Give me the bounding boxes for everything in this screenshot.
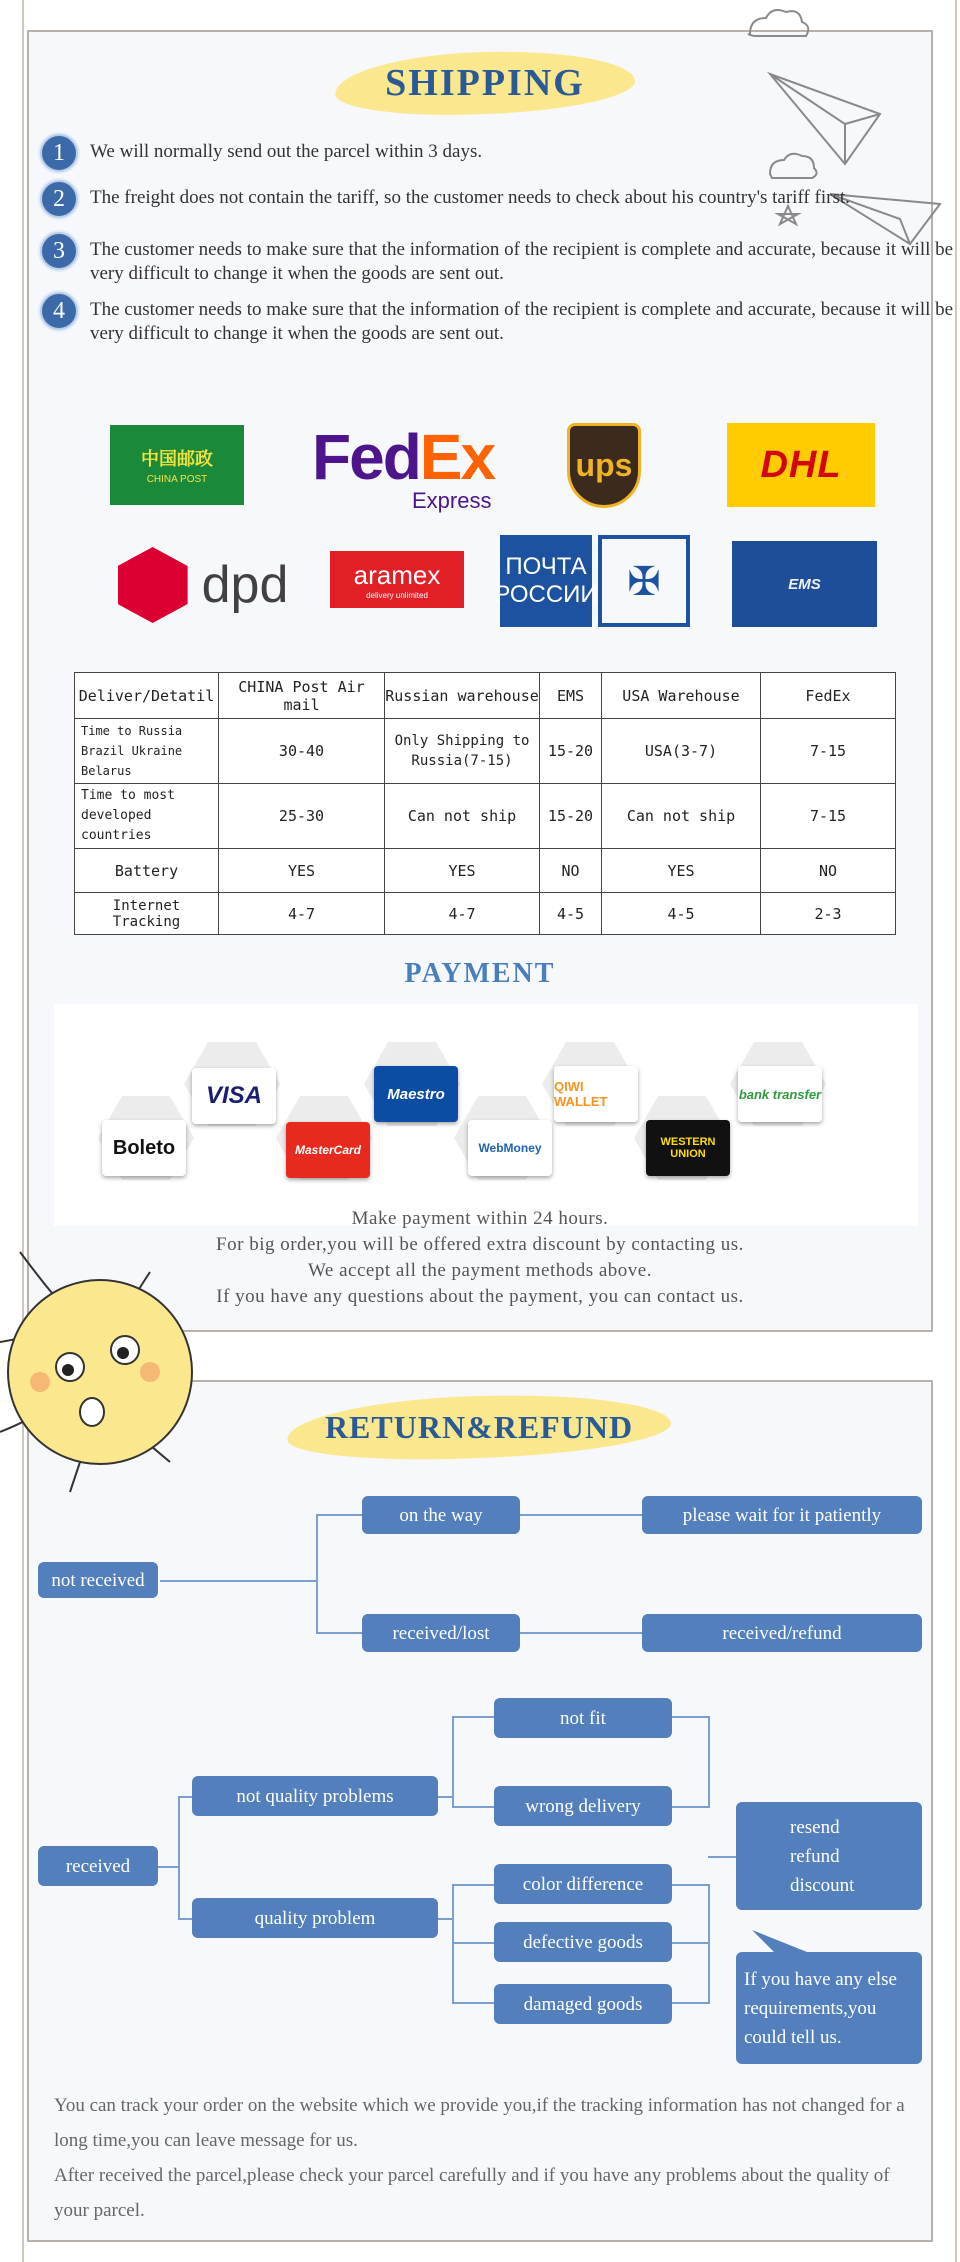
check-parcel-footer-note: After received the parcel,please check your parcel carefully and if you have any problems about the quality of your parcel.	[54, 2165, 890, 2221]
table-cell: 15-20	[540, 784, 602, 849]
table-cell: 25-30	[219, 784, 385, 849]
not-received-node: not received	[38, 1562, 158, 1598]
connector-line	[520, 1514, 642, 1516]
table-header-cell: USA Warehouse	[602, 673, 761, 719]
on-the-way-node: on the way	[362, 1496, 520, 1534]
table-cell: 7-15	[761, 719, 896, 784]
connector-line	[452, 1942, 494, 1944]
table-cell: 30-40	[219, 719, 385, 784]
table-cell: 4-7	[219, 893, 385, 935]
rule-number: 2	[40, 180, 78, 218]
aramex-logo: aramex delivery unlimited	[330, 551, 464, 608]
rule-text: The freight does not contain the tariff, so the customer needs to check about his country's tariff first.	[90, 187, 850, 208]
table-row	[75, 849, 896, 893]
resolution-options-node	[736, 1802, 922, 1910]
not-fit-node: not fit	[494, 1698, 672, 1738]
table-header-cell: Deliver/Detatil	[75, 673, 219, 719]
discount-option: discount	[790, 1874, 855, 1896]
table-cell: 4-7	[385, 893, 540, 935]
damaged-goods-node: damaged goods	[494, 1984, 672, 2024]
table-cell: YES	[219, 849, 385, 893]
fedex-logo: FedEx Express	[312, 421, 495, 513]
connector-line	[452, 2002, 494, 2004]
payment-note-4: If you have any questions about the payment, you can contact us.	[216, 1286, 744, 1307]
table-cell: NO	[761, 849, 896, 893]
ems-logo: EMS	[732, 541, 877, 627]
table-row	[75, 784, 896, 849]
table-cell: Internet Tracking	[75, 893, 219, 935]
visa-card: VISA	[192, 1068, 276, 1124]
table-row	[75, 893, 896, 935]
rule-text: The customer needs to make sure that the information of the recipient is complete and accurate, because it will be very difficult to change it when the goods are sent out.	[90, 299, 954, 344]
connector-line	[452, 1806, 494, 1808]
connector-line	[520, 1632, 642, 1634]
rule-number: 1	[40, 134, 78, 172]
shipping-rule-3	[40, 232, 960, 286]
connector-line	[438, 1796, 452, 1798]
shipping-rule-4	[40, 292, 960, 346]
connector-line	[672, 2002, 708, 2004]
connector-line	[452, 1884, 454, 2004]
connector-line	[178, 1796, 192, 1798]
connector-line	[158, 1866, 178, 1868]
table-cell: Can not ship	[385, 784, 540, 849]
connector-line	[178, 1918, 192, 1920]
wait-patiently-node: please wait for it patiently	[642, 1496, 922, 1534]
table-cell: YES	[385, 849, 540, 893]
table-cell: Can not ship	[602, 784, 761, 849]
connector-line	[452, 1716, 494, 1718]
dhl-logo: DHL	[727, 423, 875, 507]
maestro-card: Maestro	[374, 1066, 458, 1122]
connector-line	[160, 1580, 316, 1582]
table-cell: 4-5	[540, 893, 602, 935]
boleto-card: Boleto	[102, 1120, 186, 1176]
payment-methods-strip	[54, 1004, 918, 1226]
payment-note-1: Make payment within 24 hours.	[351, 1208, 609, 1229]
payment-note-3: We accept all the payment methods above.	[308, 1260, 652, 1281]
tracking-footer-note: You can track your order on the website which we provide you,if the tracking information has not changed for a long time,you can leave message for us.	[54, 2095, 905, 2151]
connector-line	[178, 1796, 180, 1920]
dpd-logo: dpd	[108, 545, 298, 625]
mastercard-card: MasterCard	[286, 1122, 370, 1178]
table-cell: NO	[540, 849, 602, 893]
received-refund-node: received/refund	[642, 1614, 922, 1652]
ups-logo: ups	[567, 423, 641, 508]
color-difference-node: color difference	[494, 1864, 672, 1904]
table-cell: Time to Russia Brazil Ukraine Belarus	[75, 719, 219, 784]
table-header-cell: EMS	[540, 673, 602, 719]
table-cell: 7-15	[761, 784, 896, 849]
connector-line	[438, 1918, 452, 1920]
resend-option: resend	[790, 1816, 840, 1838]
bank-transfer-card: bank transfer	[738, 1066, 822, 1122]
connector-line	[452, 1716, 454, 1808]
connector-line	[316, 1514, 362, 1516]
left-frame-rail	[22, 0, 24, 2262]
table-cell: Time to most developed countries	[75, 784, 219, 849]
shipping-times-table	[74, 672, 896, 935]
table-cell: USA(3-7)	[602, 719, 761, 784]
shipping-rule-2	[40, 180, 960, 218]
table-header-cell: Russian warehouse	[385, 673, 540, 719]
received-node: received	[38, 1846, 158, 1886]
table-cell: Only Shipping to Russia(7-15)	[385, 719, 540, 784]
return-refund-heading: RETURN&REFUND	[287, 1396, 671, 1458]
connector-line	[708, 1884, 710, 2004]
shipping-rule-1	[40, 134, 960, 172]
rule-number: 4	[40, 292, 78, 330]
connector-line	[672, 1942, 708, 1944]
else-requirements-note: If you have any else requirements,you could tell us.	[736, 1952, 922, 2064]
connector-line	[672, 1884, 708, 1886]
connector-line	[708, 1856, 736, 1858]
connector-line	[672, 1716, 708, 1718]
table-cell: 2-3	[761, 893, 896, 935]
table-row	[75, 719, 896, 784]
table-header-row	[75, 673, 896, 719]
western-union-card: WESTERN UNION	[646, 1120, 730, 1176]
connector-line	[452, 1884, 494, 1886]
quality-problem-node: quality problem	[192, 1898, 438, 1938]
connector-line	[316, 1514, 318, 1634]
table-header-cell: FedEx	[761, 673, 896, 719]
defective-goods-node: defective goods	[494, 1922, 672, 1962]
russian-post-logo: ПОЧТА РОССИИ ✠	[500, 535, 690, 627]
china-post-logo: 中国邮政 CHINA POST	[110, 425, 244, 505]
connector-line	[672, 1806, 708, 1808]
payment-note-2: For big order,you will be offered extra discount by contacting us.	[216, 1234, 744, 1255]
qiwi-wallet-card: QIWI WALLET	[554, 1066, 638, 1122]
connector-line	[316, 1632, 362, 1634]
not-quality-problems-node: not quality problems	[192, 1776, 438, 1816]
webmoney-card: WebMoney	[468, 1120, 552, 1176]
rule-text: We will normally send out the parcel within 3 days.	[90, 141, 483, 162]
table-cell: 4-5	[602, 893, 761, 935]
payment-heading: PAYMENT	[404, 958, 556, 989]
connector-line	[708, 1716, 710, 1808]
rule-number: 3	[40, 232, 78, 270]
table-cell: 15-20	[540, 719, 602, 784]
table-header-cell: CHINA Post Air mail	[219, 673, 385, 719]
eagle-emblem-icon: ✠	[598, 535, 690, 627]
refund-option: refund	[790, 1845, 840, 1867]
table-cell: YES	[602, 849, 761, 893]
received-lost-node: received/lost	[362, 1614, 520, 1652]
rule-text: The customer needs to make sure that the information of the recipient is complete and accurate, because it will be very difficult to change it when the goods are sent out.	[90, 239, 954, 284]
shipping-heading: SHIPPING	[335, 52, 635, 114]
wrong-delivery-node: wrong delivery	[494, 1786, 672, 1826]
table-cell: Battery	[75, 849, 219, 893]
dpd-cube-icon	[118, 547, 188, 623]
